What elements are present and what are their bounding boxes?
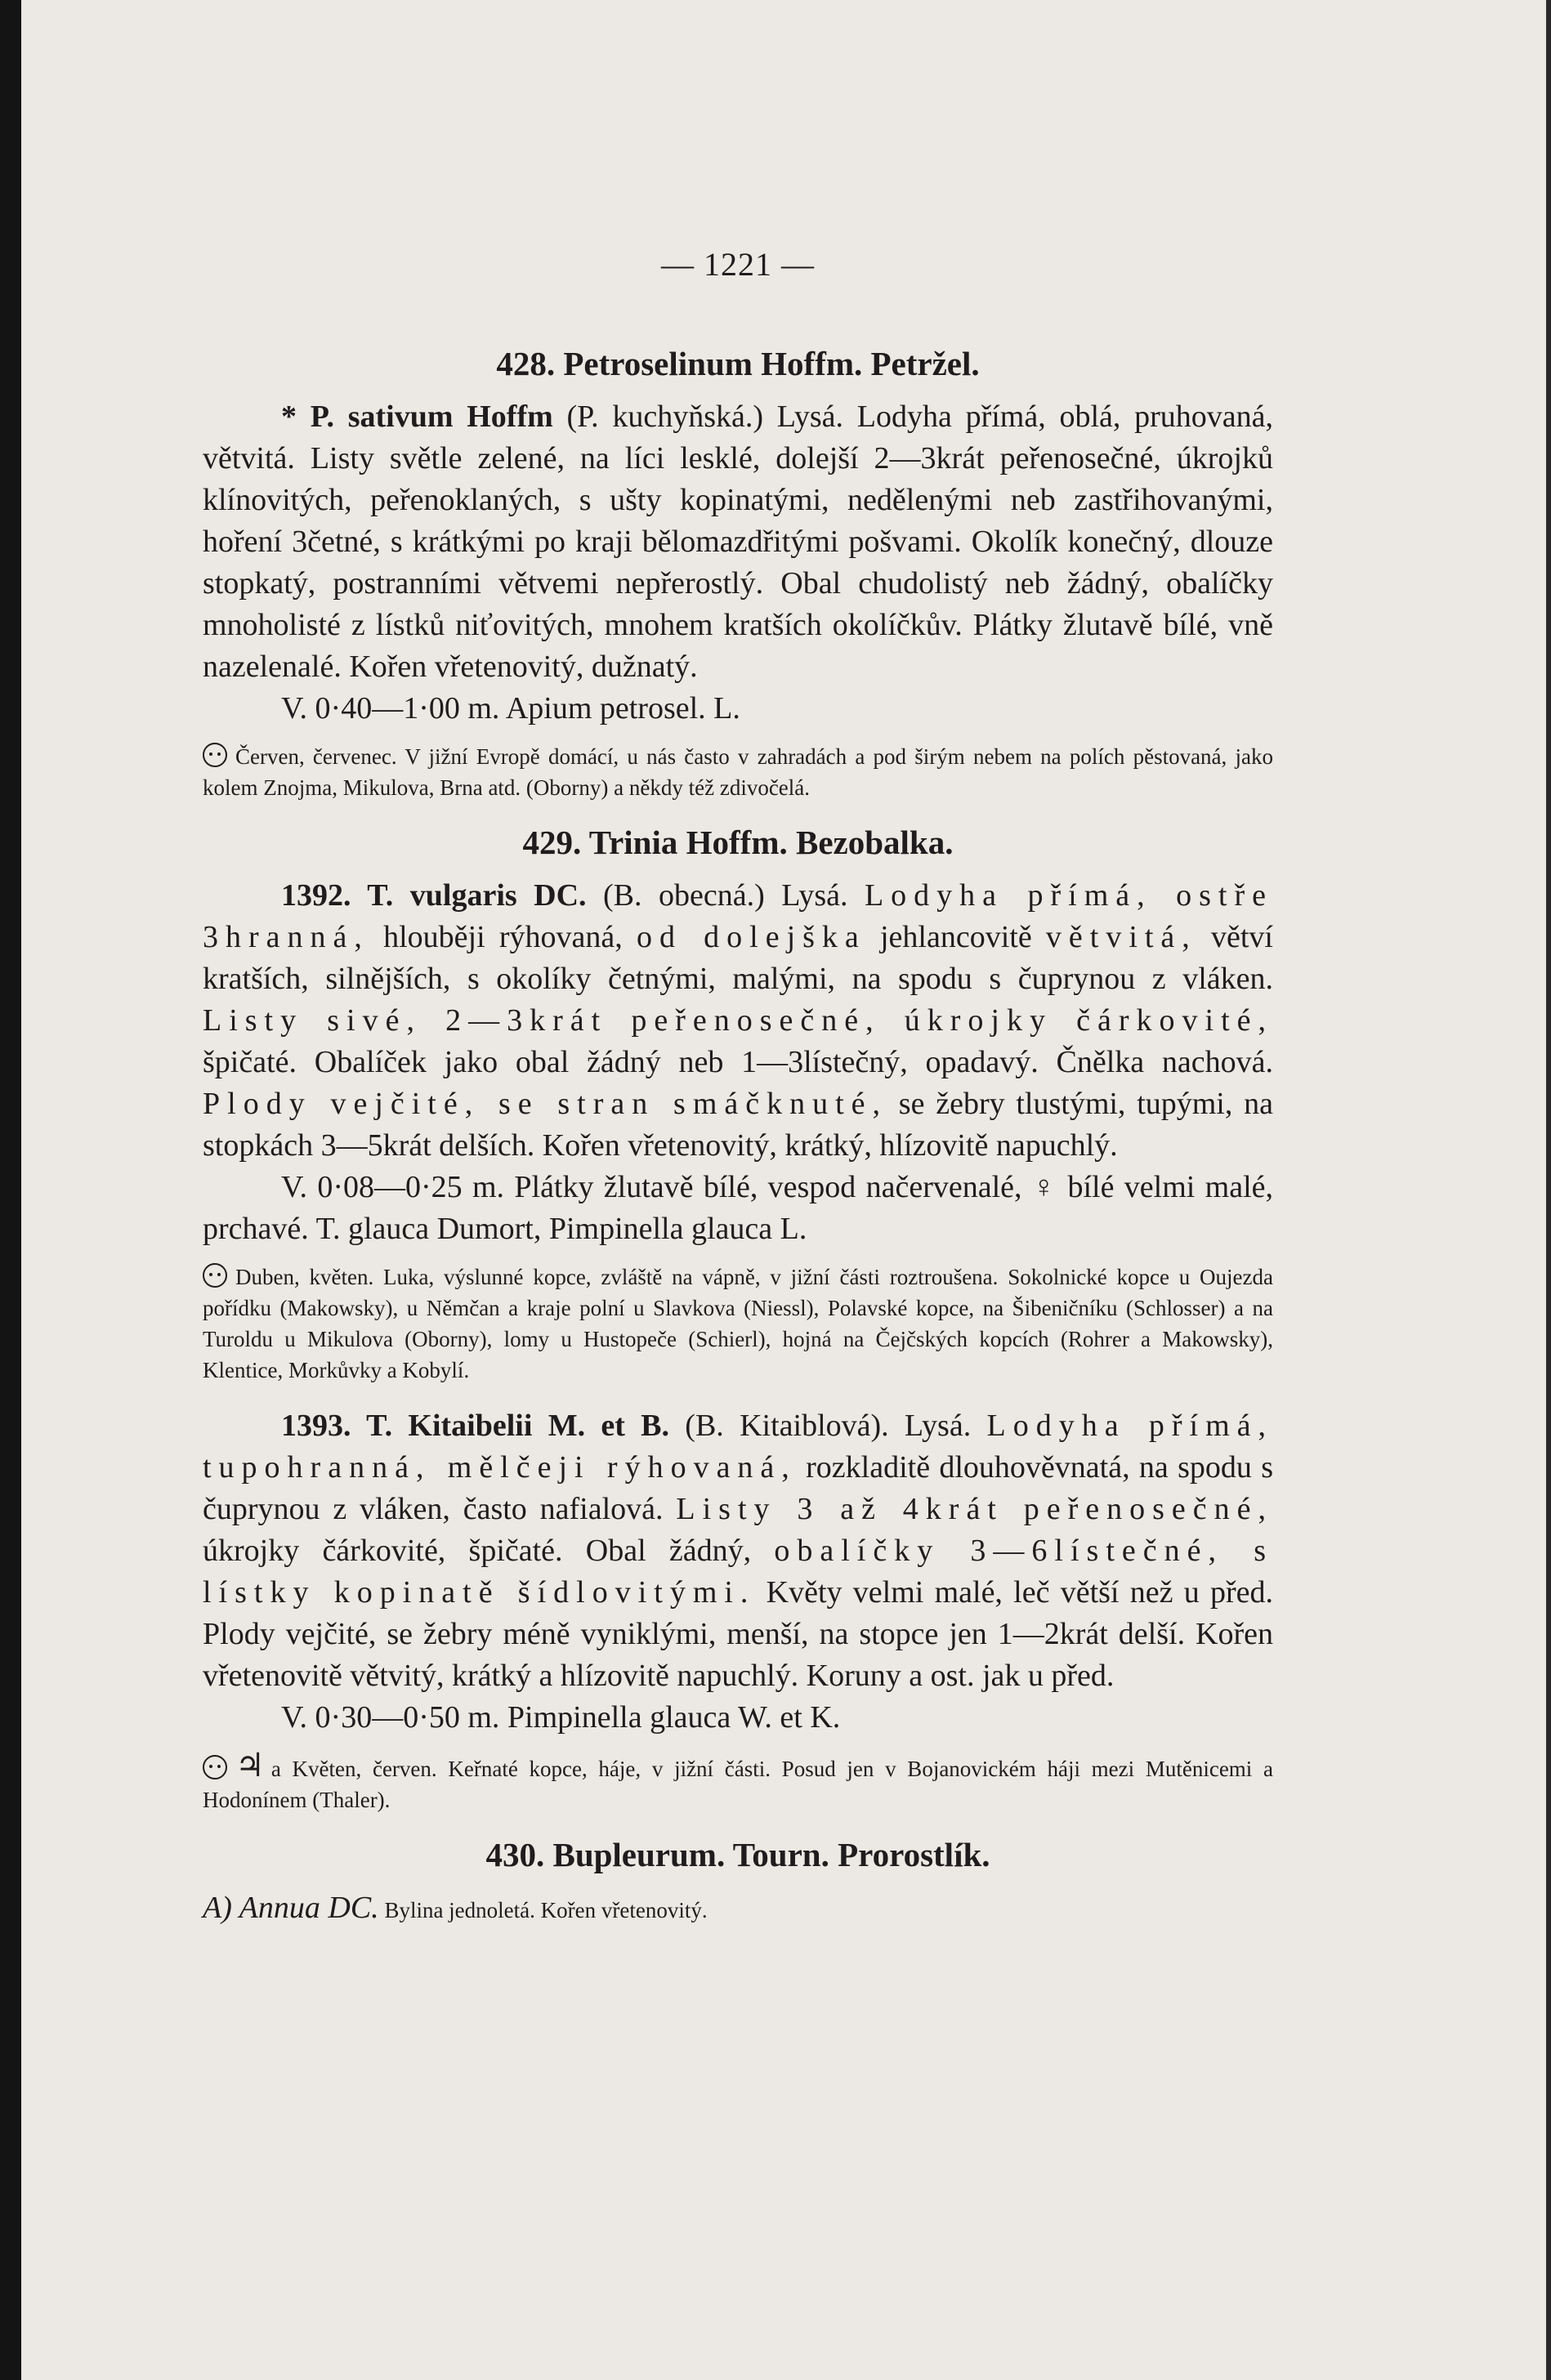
scan-binding-edge: [0, 0, 21, 2380]
biennial-symbol-icon: [203, 1755, 227, 1779]
perennial-symbol-icon: ♃: [235, 1747, 265, 1784]
ecology-text: a Květen, červen. Keřnaté kopce, háje, v jižní části. Posud jen v Bojanovickém háji mezi Mutěnicemi a Hodonínem (Thaler).: [203, 1757, 1273, 1812]
species-height: V. 0·30—0·50 m. Pimpinella glauca W. et K.: [281, 1700, 841, 1735]
species-trinia-vulgaris: 1392. T. vulgaris DC. (B. obecná.) Lysá. Lodyha přímá, ostře 3hranná, hlouběji rýhovaná, od dolejška jehlancovitě větvitá, větví kratších, silnějších, s okolíky četnými, malými, na spodu s čuprynou z vláken. Listy sivé, 2—3krát peřenosečné, úkrojky čárkovité, špičaté. Obalíček jako obal žádný neb 1—3lístečný, opadavý. Čnělka nachová. Plody vejčité, se stran smáčknuté, se žebry tlustými, tupými, na stopkách 3—5krát delších. Kořen vřetenovitý, krátký, hlízovitě napuchlý.: [203, 878, 1273, 1163]
species-trinia-kitaibelii: 1393. T. Kitaibelii M. et B. (B. Kitaiblová). Lysá. Lodyha přímá, tupohranná, mělčeji rýhovaná, rozkladitě dlouhověvnatá, na spodu s čuprynou z vláken, často nafialová. Listy 3 až 4krát peřenosečné, úkrojky čárkovité, špičaté. Obal žádný, obalíčky 3—6lístečné, s lístky kopinatě šídlovitými. Květy velmi malé, leč větší než u před. Plody vejčité, se žebry méně vyniklými, menší, na stopce jen 1—2krát delší. Kořen vřetenovitě větvitý, krátký a hlízovitě napuchlý. Koruny a ost. jak u před.: [203, 1409, 1273, 1693]
genus-heading-bupleurum: 430. Bupleurum. Tourn. Prorostlík.: [485, 1836, 990, 1873]
ecology-note: [203, 1747, 1273, 1815]
section-name: A) Annua DC.: [203, 1891, 379, 1925]
ecology-text: Duben, květen. Luka, výslunné kopce, zvláště na vápně, v jižní části roztroušena. Sokolnické kopce u Oujezda pořídku (Makowsky), u Němčan a kraje polní u Slavkova (Niessl), Polavské kopce, na Šibeničníku (Schlosser) a na Turoldu u Mikulova (Oborny), lomy u Hustopeče (Schierl), hojná na Čejčských kopcích (Rohrer a Makowsky), Klentice, Morkůvky a Kobylí.: [203, 1265, 1273, 1382]
species-name: * P. sativum Hoffm: [281, 400, 553, 434]
page-number: — 1221 —: [661, 246, 815, 283]
biennial-symbol-icon: [203, 743, 227, 767]
ecology-text: Červen, červenec. V jižní Evropě domácí, u nás často v zahradách a pod širým nebem na polích pěstovaná, jako kolem Znojma, Mikulova, Brna atd. (Oborny) a někdy též zdivočelá.: [203, 744, 1273, 800]
section-description: Bylina jednoletá. Kořen vřetenovitý.: [378, 1898, 708, 1922]
genus-heading-petroselinum: 428. Petroselinum Hoffm. Petržel.: [496, 345, 980, 382]
book-page: [203, 245, 1273, 1931]
species-description: (P. kuchyňská.) Lysá. Lodyha přímá, oblá, pruhovaná, větvitá. Listy světle zelené, na líci lesklé, dolejší 2—3krát peřenosečné, úkrojků klínovitých, peřenoklaných, s ušty kopinatými, nedělenými neb zastřihovanými, hoření 3četné, s krátkými po kraji bělomazdřitými pošvami. Okolík konečný, dlouze stopkatý, postranními větvemi nepřerostlý. Obal chudolistý neb žádný, obalíčky mnoholisté z lístků niťovitých, mnohem kratších okolíčkův. Plátky žlutavě bílé, vně nazelenalé. Kořen vřetenovitý, dužnatý.: [203, 400, 1273, 684]
section-annua: [203, 1887, 1273, 1931]
scan-right-edge: [1546, 0, 1551, 2380]
species-height: V. 0·40—1·00 m. Apium petrosel. L.: [281, 691, 740, 726]
genus-heading-trinia: 429. Trinia Hoffm. Bezobalka.: [522, 824, 954, 861]
species-height: V. 0·08—0·25 m. Plátky žlutavě bílé, vespod načervenalé, ♀ bílé velmi malé, prchavé. T. glauca Dumort, Pimpinella glauca L.: [203, 1170, 1273, 1246]
species-name: 1392. T. vulgaris DC.: [281, 878, 587, 913]
ecology-note: [203, 1261, 1273, 1386]
species-name: 1393. T. Kitaibelii M. et B.: [281, 1409, 670, 1443]
biennial-symbol-icon: [203, 1263, 227, 1288]
ecology-note: [203, 741, 1273, 803]
species-petroselinum-sativum: [203, 396, 1273, 688]
